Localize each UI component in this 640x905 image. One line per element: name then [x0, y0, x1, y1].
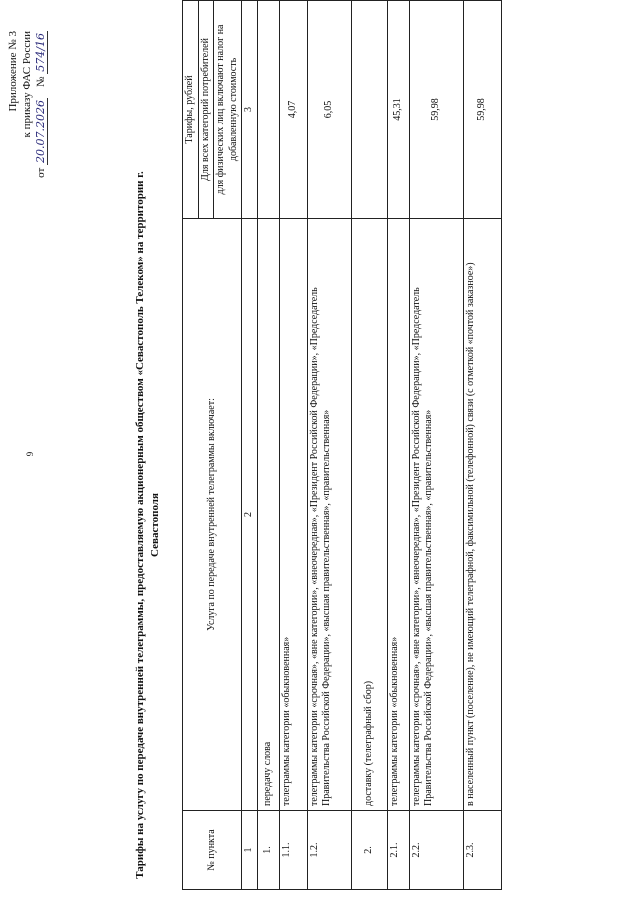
table-row	[307, 1, 351, 890]
column-number: 3	[242, 1, 258, 219]
table-row	[463, 1, 501, 890]
appendix-title: Приложение № 3	[7, 31, 19, 112]
service-description: телеграммы категории «обыкновенная»	[387, 219, 409, 811]
item-number: 2.1.	[387, 811, 409, 890]
page-number: 6	[24, 451, 35, 457]
column-number: 1	[242, 811, 258, 890]
column-number: 2	[242, 219, 258, 811]
item-number: 1.	[257, 811, 279, 890]
column-number-row	[242, 1, 258, 890]
service-description: телеграммы категории «срочная», «вне категории», «внеочередная», «Президент Российской Федерации», «Председатель Правительства Российской Федерации», «высшая правительственная», «правительственная»	[409, 219, 463, 811]
tariffs-table	[182, 0, 502, 890]
service-description: доставку (телеграфный сбор)	[351, 219, 387, 811]
table-row	[279, 1, 307, 890]
item-number: 1.1.	[279, 811, 307, 890]
header-row	[183, 1, 199, 890]
tariff-value	[257, 1, 279, 219]
table-row	[387, 1, 409, 890]
handwritten-number: 574/16	[34, 33, 48, 72]
header-item-no: № пункта	[183, 811, 242, 890]
tariff-value	[351, 1, 387, 219]
document-title: Тарифы на услугу по передаче внутренней телеграммы, предоставляемую акционерным обществом «Севастополь Телеком» на территории г. Севастополя	[134, 171, 161, 879]
order-reference: к приказу ФАС России	[21, 31, 34, 138]
tariff-value: 6,05	[307, 1, 351, 219]
tariff-value: 45,31	[387, 1, 409, 219]
service-description: передачу слова	[257, 219, 279, 811]
item-number: 1.2.	[307, 811, 351, 890]
item-number: 2.3.	[463, 811, 501, 890]
table-row	[351, 1, 387, 890]
appendix-block	[6, 31, 49, 331]
header-service: Услуга по передаче внутренней телеграммы включает:	[183, 219, 242, 811]
item-number: 2.	[351, 811, 387, 890]
item-number: 2.2.	[409, 811, 463, 890]
header-all-categories: Для всех категорий потребителей	[198, 1, 214, 219]
date-prefix: от	[35, 167, 48, 178]
service-description: в населенный пункт (поселение), не имеющий телеграфной, факсимильной (телефонной) связи (с отметкой «почтой заказное»)	[463, 219, 501, 811]
service-description: телеграммы категории «обыкновенная»	[279, 219, 307, 811]
number-prefix: №	[35, 76, 48, 87]
tariff-value: 59,98	[409, 1, 463, 219]
handwritten-date: 20.07.2026	[34, 99, 48, 163]
header-vat-note: для физических лиц включают налог на добавленную стоимость	[214, 1, 242, 219]
table-row	[257, 1, 279, 890]
tariff-value: 4,07	[279, 1, 307, 219]
order-date-line	[34, 31, 48, 331]
tariff-value: 59,98	[463, 1, 501, 219]
table-row	[409, 1, 463, 890]
header-tariffs: Тарифы, рублей	[183, 1, 199, 219]
service-description: телеграммы категории «срочная», «вне категории», «внеочередная», «Президент Российской Федерации», «Председатель Правительства Российской Федерации», «высшая правительственная», «правительственная»	[307, 219, 351, 811]
